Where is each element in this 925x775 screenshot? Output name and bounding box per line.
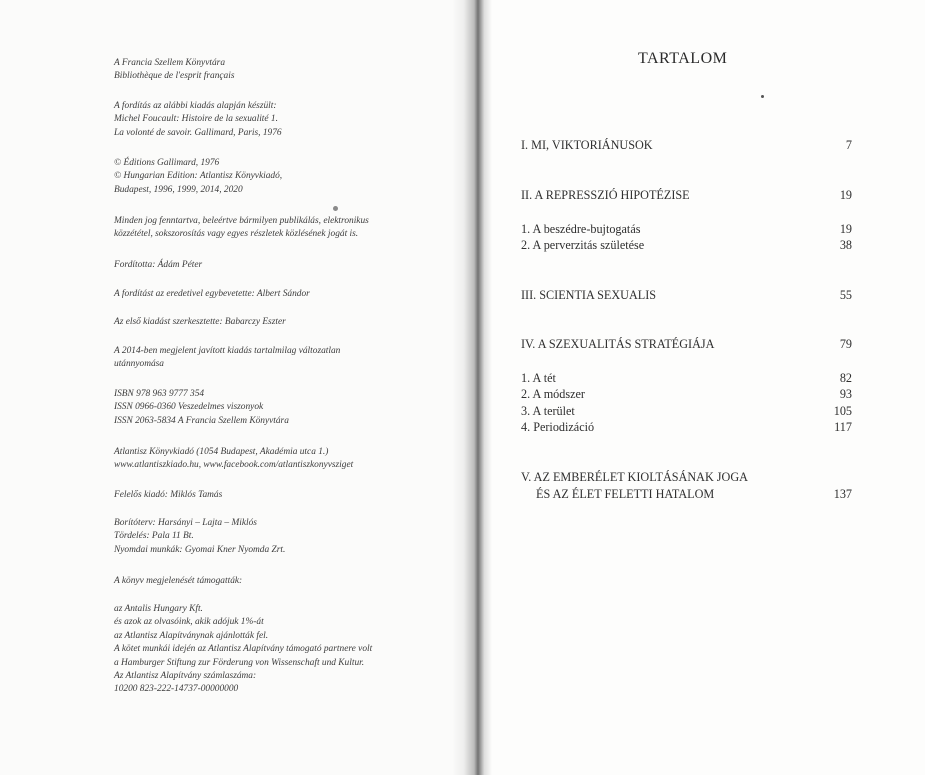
contents-page — [478, 0, 925, 775]
toc-entry — [521, 386, 852, 402]
toc-entry-continued — [521, 486, 852, 502]
isbn-block — [114, 388, 454, 428]
imprint-line: © Hungarian Edition: Atlantisz Könyvkiadó, — [114, 171, 283, 182]
translator-block — [114, 259, 454, 272]
imprint-line: utánnyomása — [114, 359, 164, 370]
imprint-line: Tördelés: Pala 11 Bt. — [114, 531, 194, 542]
imprint-line: www.atlantiszkiado.hu, www.facebook.com/atlantiszkonyvsziget — [114, 460, 354, 471]
imprint-line: Az Atlantisz Alapítvány számlaszáma: — [114, 671, 257, 682]
toc-entry — [521, 187, 852, 203]
toc-entry-title: IV. A SZEXUALITÁS STRATÉGIÁJA — [521, 337, 715, 351]
imprint-line: A kötet munkái idején az Atlantisz Alapítvány támogató partnere volt — [114, 644, 373, 655]
supporters-block — [114, 603, 454, 697]
imprint-line: ISSN 0966-0360 Veszedelmes viszonyok — [114, 402, 264, 413]
toc-page-number: 38 — [839, 238, 852, 252]
toc-entry — [521, 287, 852, 303]
toc-entry-title: 4. Periodizáció — [521, 420, 595, 434]
imprint-line: A Francia Szellem Könyvtára — [114, 58, 226, 68]
imprint-line: A fordítást az eredetivel egybevetette: Albert Sándor — [114, 289, 310, 299]
toc-entry — [521, 336, 852, 352]
toc-entry-title: II. A REPRESSZIÓ HIPOTÉZISE — [521, 188, 690, 202]
imprint-line: 10200 823-222-14737-00000000 — [114, 684, 239, 695]
toc-entry — [521, 403, 852, 419]
toc-entry-title: III. SCIENTIA SEXUALIS — [521, 288, 657, 302]
toc-entry-title: 1. A beszédre-bujtogatás — [521, 222, 641, 236]
toc-page-number: 82 — [839, 371, 852, 385]
responsible-publisher-block — [114, 489, 454, 502]
toc-page-number: 19 — [839, 188, 852, 202]
imprint-line: A könyv megjelenését támogatták: — [114, 576, 243, 586]
ink-spot — [333, 206, 338, 211]
imprint-line: Az első kiadást szerkesztette: Babarczy Eszter — [114, 317, 286, 327]
gutter-shadow-left — [452, 0, 478, 775]
toc-page-number: 79 — [839, 337, 852, 351]
imprint-line: A fordítás az alábbi kiadás alapján készült: — [114, 101, 277, 111]
toc-page-number: 55 — [839, 288, 852, 302]
rights-block — [114, 215, 454, 242]
imprint-line: ISBN 978 963 9777 354 — [114, 389, 205, 399]
production-block — [114, 517, 454, 557]
toc-page-number: 137 — [833, 487, 852, 501]
source-edition-block — [114, 100, 454, 140]
toc-page-number: 93 — [839, 387, 852, 401]
imprint-line: Atlantisz Könyvkiadó (1054 Budapest, Akadémia utca 1.) — [114, 447, 329, 457]
editor-block — [114, 316, 454, 329]
toc-entry-title: ÉS AZ ÉLET FELETTI HATALOM — [536, 487, 715, 501]
imprint-line: La volonté de savoir. Gallimard, Paris, 1976 — [114, 127, 282, 138]
toc-entry-title: I. MI, VIKTORIÁNUSOK — [521, 138, 653, 152]
imprint-line: közzététel, sokszorosítás vagy egyes részletek közlésének jogát is. — [114, 229, 359, 240]
imprint-line: Michel Foucault: Histoire de la sexualité 1. — [114, 114, 278, 125]
copyright-block — [114, 157, 454, 197]
imprint-line: © Éditions Gallimard, 1976 — [114, 158, 220, 168]
toc-page-number: 19 — [839, 222, 852, 236]
imprint-line: az Antalis Hungary Kft. — [114, 604, 203, 614]
imprint-line: és azok az olvasóink, akik adójuk 1%-át — [114, 617, 264, 628]
imprint-line: Minden jog fenntartva, beleértve bármilyen publikálás, elektronikus — [114, 216, 369, 226]
imprint-line: A 2014-ben megjelent javított kiadás tartalmilag változatlan — [114, 346, 341, 356]
imprint-line: Borítóterv: Harsányi – Lajta – Miklós — [114, 518, 257, 528]
series-block — [114, 57, 454, 84]
reprint-note-block — [114, 345, 454, 372]
toc-entry — [521, 419, 852, 435]
toc-entry — [521, 370, 852, 386]
imprint-line: a Hamburger Stiftung zur Förderung von Wissenschaft und Kultur. — [114, 657, 365, 668]
toc-page-number: 117 — [834, 420, 852, 434]
toc-entry — [521, 237, 852, 253]
toc-entry-title: 1. A tét — [521, 371, 556, 385]
toc-page-number: 7 — [845, 138, 852, 152]
imprint-line: Felelős kiadó: Miklós Tamás — [114, 490, 223, 500]
toc-entry-title: 2. A perverzitás születése — [521, 238, 645, 252]
toc-page-number: 105 — [833, 404, 852, 418]
reviewer-block — [114, 288, 454, 301]
contents-title: TARTALOM — [638, 50, 728, 67]
toc-entry-title: 2. A módszer — [521, 387, 585, 401]
imprint-line: Fordította: Ádám Péter — [114, 260, 203, 270]
gutter-shadow-right — [478, 0, 492, 775]
toc-entry-title: V. AZ EMBERÉLET KIOLTÁSÁNAK JOGA — [521, 470, 748, 484]
imprint-line: ISSN 2063-5834 A Francia Szellem Könyvtára — [114, 415, 289, 426]
toc-entry — [521, 221, 852, 237]
support-heading-block — [114, 575, 454, 588]
imprint-line: az Atlantisz Alapítványnak ajánlották fel. — [114, 630, 269, 641]
imprint-line: Nyomdai munkák: Gyomai Kner Nyomda Zrt. — [114, 544, 286, 555]
publisher-block — [114, 446, 454, 473]
toc-entry — [521, 469, 852, 485]
ink-dot — [761, 95, 764, 98]
imprint-line: Bibliothèque de l'esprit français — [114, 71, 235, 82]
toc-entry-title: 3. A terület — [521, 404, 575, 418]
toc-entry — [521, 137, 852, 153]
imprint-line: Budapest, 1996, 1999, 2014, 2020 — [114, 184, 243, 195]
